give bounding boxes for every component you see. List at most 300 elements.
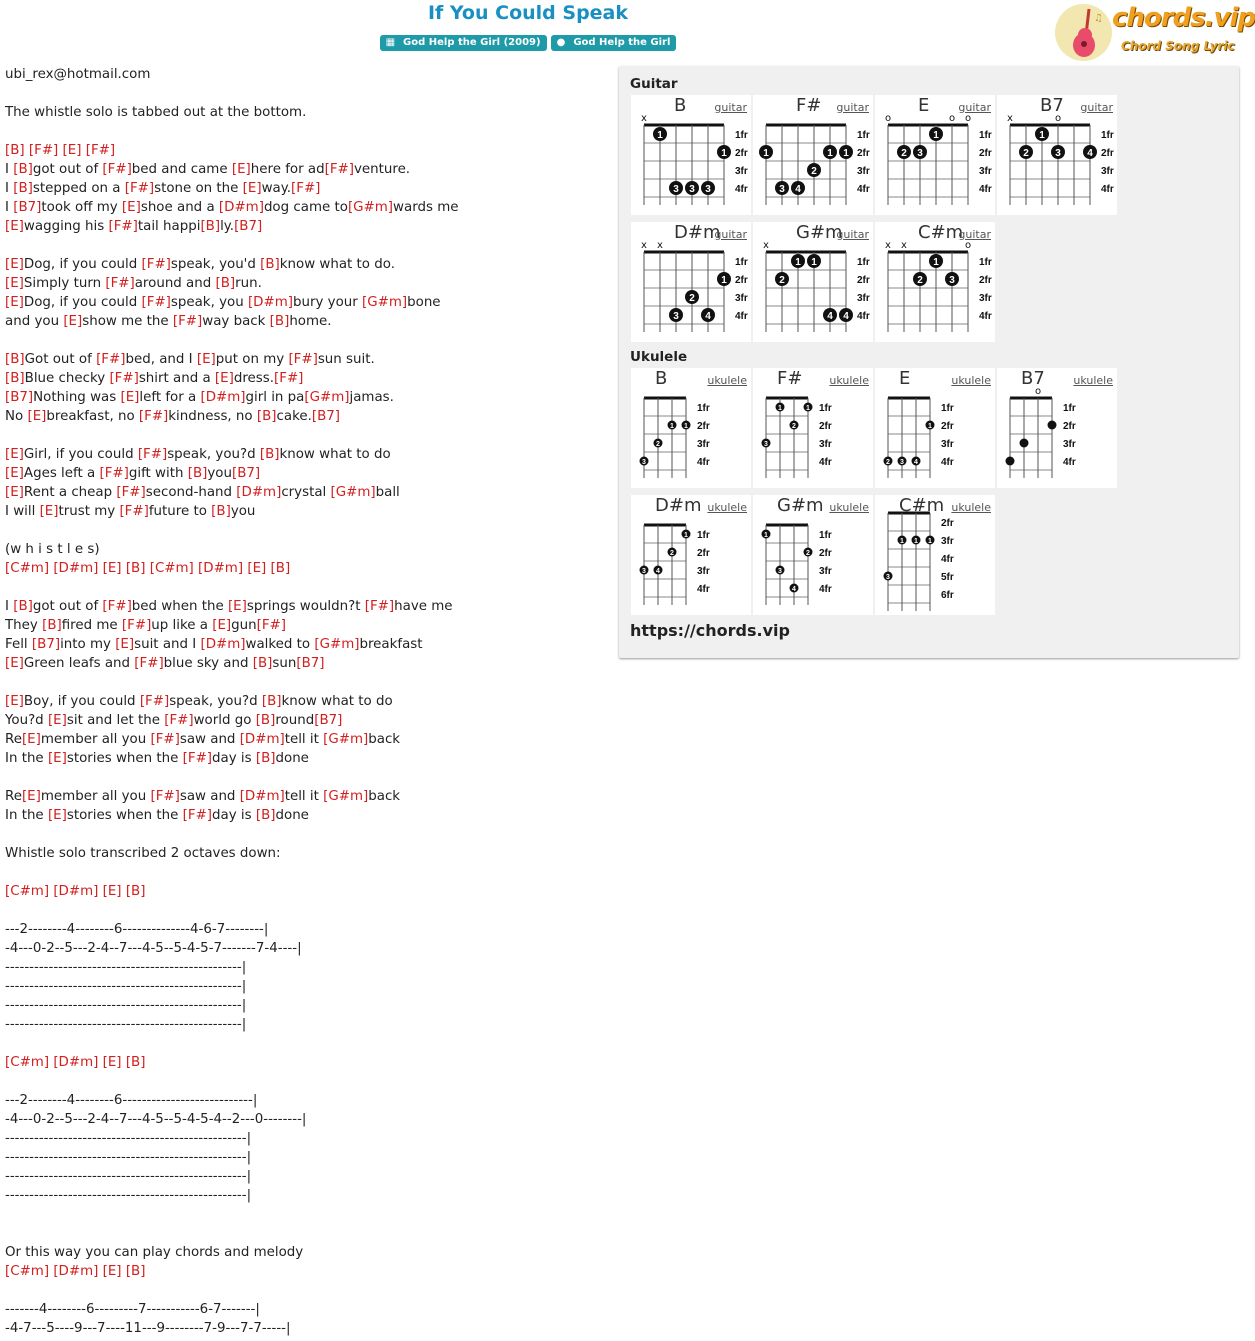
chord-link[interactable]: [G#m] (323, 732, 369, 747)
chord-link[interactable]: [E] (247, 561, 267, 576)
site-logo[interactable] (1055, 3, 1255, 63)
chord-link[interactable]: [E] (5, 257, 24, 272)
chord-link[interactable]: [B] (215, 276, 236, 291)
lyric-line (5, 407, 615, 426)
chord-diagram-panel (619, 66, 1239, 658)
chord-link[interactable]: [F#] (108, 219, 138, 234)
lyric-line (5, 939, 615, 958)
chord-link[interactable]: [F#] (99, 466, 129, 481)
lyric-text: stone on the (154, 181, 243, 196)
lyric-text: crystal (281, 485, 331, 500)
fret-label: 2fr (857, 148, 870, 159)
fret-label: 4fr (697, 584, 710, 595)
chord-link[interactable]: [E] (5, 219, 24, 234)
chord-link[interactable]: [E] (21, 789, 41, 804)
lyric-text: No (5, 409, 28, 424)
book-icon: ▦ (385, 37, 396, 48)
chord-instrument-link[interactable]: guitar (836, 228, 869, 241)
chord-link[interactable]: [E] (5, 656, 24, 671)
lyric-text: Whistle solo transcribed 2 octaves down: (5, 846, 281, 861)
chord-link[interactable]: [F#] (291, 181, 321, 196)
chord-link[interactable]: [B] (200, 219, 221, 234)
chord-link[interactable]: [F#] (109, 371, 139, 386)
chord-instrument-link[interactable]: guitar (714, 228, 747, 241)
chord-card-e[interactable] (875, 368, 995, 488)
chord-link[interactable]: [E] (231, 162, 251, 177)
chord-link[interactable]: [B] (255, 751, 276, 766)
chord-link[interactable]: [F#] (150, 732, 180, 747)
chord-link[interactable]: [B] (5, 352, 25, 367)
chord-link[interactable]: [F#] (138, 409, 169, 424)
lyric-text: -4---0-2--5---2-4--7---4-5--5-4-5-7-------7-4----| (5, 941, 302, 956)
chord-name: D#m (674, 222, 721, 243)
lyric-text: Nothing was (33, 390, 121, 405)
chord-link[interactable]: [B] (125, 561, 146, 576)
chord-link[interactable]: [F#] (85, 143, 116, 158)
chord-link[interactable]: [E] (63, 314, 83, 329)
chord-link[interactable]: [F#] (137, 447, 168, 462)
lyric-text: In the (5, 751, 48, 766)
lyric-line (5, 274, 615, 293)
chord-link[interactable]: [B7] (234, 219, 263, 234)
chord-link[interactable]: [G#m] (362, 295, 408, 310)
chord-card-dsharpm[interactable] (631, 495, 751, 615)
string-mark: o (964, 240, 972, 251)
chord-instrument-link[interactable]: guitar (836, 101, 869, 114)
lyric-text: Re (5, 789, 22, 804)
lyric-text: speak, you?d (167, 447, 260, 462)
lyric-text: stories when the (66, 751, 183, 766)
chord-link[interactable]: [F#] (116, 485, 146, 500)
chord-instrument-link[interactable]: guitar (714, 101, 747, 114)
chord-card-csharpm[interactable] (875, 222, 995, 342)
chord-card-b7[interactable] (997, 368, 1117, 488)
lyric-text: breakfast (359, 637, 423, 652)
chord-link[interactable]: [D#m] (198, 561, 244, 576)
lyric-line (5, 920, 615, 939)
chord-link[interactable]: [B] (187, 466, 208, 481)
fretboard-diagram (631, 495, 751, 615)
fret-label: 3fr (979, 293, 992, 304)
chord-link[interactable]: [E] (115, 637, 135, 652)
chord-link[interactable]: [D#m] (239, 732, 285, 747)
fret-label: 3fr (697, 439, 710, 450)
lyric-text: fired me (61, 618, 122, 633)
chord-instrument-link[interactable]: guitar (958, 101, 991, 114)
chord-link[interactable]: [E] (102, 1055, 122, 1070)
chord-card-dsharpm[interactable] (631, 222, 751, 342)
string-mark: x (763, 240, 769, 251)
finger-number: 1 (764, 532, 768, 539)
fret-label: 1fr (735, 257, 748, 268)
chord-instrument-link[interactable]: ukulele (951, 501, 991, 514)
lyric-text: left for a (139, 390, 201, 405)
chord-instrument-link[interactable]: ukulele (1073, 374, 1113, 387)
chord-link[interactable]: [B7] (31, 637, 61, 652)
lyric-text: up like a (151, 618, 213, 633)
chord-link[interactable]: [E] (47, 713, 67, 728)
chord-link[interactable]: [B] (260, 257, 280, 272)
chord-link[interactable]: [E] (47, 808, 67, 823)
lyric-text: you (230, 504, 256, 519)
chord-link[interactable]: [E] (5, 295, 24, 310)
chord-link[interactable]: [F#] (164, 713, 194, 728)
chord-link[interactable]: [E] (214, 371, 234, 386)
chord-link[interactable]: [G#m] (314, 637, 360, 652)
lyric-text: Dog, if you could (23, 257, 142, 272)
lyric-line (5, 122, 615, 141)
chord-link[interactable]: [E] (102, 884, 122, 899)
fret-label: 2fr (735, 148, 748, 159)
lyric-line (5, 1148, 615, 1167)
lyric-line (5, 141, 615, 160)
lyric-line (5, 597, 615, 616)
lyric-text: day is (212, 751, 256, 766)
lyric-text: You?d (5, 713, 48, 728)
chord-card-b7[interactable] (997, 95, 1117, 215)
chord-link[interactable]: [C#m] (5, 1264, 50, 1279)
chord-link[interactable]: [F#] (141, 257, 171, 272)
finger-number: 1 (900, 538, 904, 545)
lyric-line (5, 673, 615, 692)
fret-label: 1fr (1063, 403, 1076, 414)
lyric-line (5, 635, 615, 654)
chord-link[interactable]: [E] (5, 694, 24, 709)
chord-link[interactable]: [F#] (119, 504, 149, 519)
fretboard-diagram (875, 95, 995, 215)
finger-number: 3 (705, 184, 711, 195)
string-mark: o (964, 113, 972, 124)
chord-instrument-link[interactable]: ukulele (829, 374, 869, 387)
chord-link[interactable]: [E] (196, 352, 216, 367)
chord-link[interactable]: [G#m] (347, 200, 394, 215)
chord-card-b[interactable] (631, 368, 751, 488)
chord-link[interactable]: [B] (13, 181, 33, 196)
chord-link[interactable]: [E] (47, 751, 67, 766)
chord-link[interactable]: [B] (5, 371, 25, 386)
chord-link[interactable]: [B] (13, 599, 33, 614)
chord-link[interactable]: [D#m] (247, 295, 293, 310)
finger-number: 2 (886, 459, 890, 466)
chord-instrument-link[interactable]: guitar (958, 228, 991, 241)
chord-instrument-link[interactable]: ukulele (951, 374, 991, 387)
chord-link[interactable]: [F#] (324, 162, 354, 177)
chord-link[interactable]: [B] (259, 447, 280, 462)
lyric-text: gun (231, 618, 257, 633)
lyric-line (5, 768, 615, 787)
chord-name: B7 (1040, 95, 1064, 116)
chord-link[interactable]: [F#] (124, 181, 155, 196)
chord-card-fsharp[interactable] (753, 368, 873, 488)
chord-link[interactable]: [F#] (182, 808, 213, 823)
chord-card-b[interactable] (631, 95, 751, 215)
lyric-text: bone (407, 295, 441, 310)
fret-label: 4fr (819, 584, 832, 595)
chord-name: E (918, 95, 930, 116)
song-tags (0, 35, 1056, 51)
lyric-text: have me (394, 599, 453, 614)
chord-link[interactable]: [E] (212, 618, 232, 633)
chord-name: B7 (1021, 368, 1045, 389)
lyric-line (5, 483, 615, 502)
finger-number: 3 (917, 148, 923, 159)
lyric-text: ly. (220, 219, 235, 234)
chord-card-csharpm[interactable] (875, 495, 995, 615)
lyric-line (5, 578, 615, 597)
chord-link[interactable]: [D#m] (53, 1264, 99, 1279)
chord-link[interactable]: [E] (121, 200, 141, 215)
fret-label: 1fr (979, 257, 992, 268)
lyric-text: bury your (292, 295, 363, 310)
lyric-text: stories when the (66, 808, 183, 823)
chord-link[interactable]: [F#] (105, 276, 135, 291)
chord-link[interactable]: [C#m] (5, 561, 50, 576)
finger-number: 1 (914, 538, 918, 545)
chord-link[interactable]: [E] (21, 732, 41, 747)
lyric-text: speak, you'd (170, 257, 261, 272)
chord-link[interactable]: [B] (5, 143, 25, 158)
chord-instrument-link[interactable]: guitar (1080, 101, 1113, 114)
string-mark: x (641, 113, 647, 124)
fret-label: 3fr (941, 439, 954, 450)
chord-link[interactable]: [B] (261, 694, 282, 709)
lyric-text: walked to (245, 637, 315, 652)
fret-label: 3fr (979, 166, 992, 177)
chord-link[interactable]: [D#m] (53, 561, 99, 576)
chord-link[interactable]: [F#] (102, 599, 132, 614)
chord-link[interactable]: [F#] (288, 352, 318, 367)
lyric-text: back (368, 789, 401, 804)
chord-link[interactable]: [C#m] (5, 1055, 50, 1070)
chord-link[interactable]: [D#m] (236, 485, 282, 500)
chord-name: G#m (777, 495, 824, 516)
chord-link[interactable]: [B7] (296, 656, 325, 671)
lyric-line (5, 388, 615, 407)
lyric-text: speak, you (170, 295, 248, 310)
lyric-text: trust my (58, 504, 120, 519)
chord-link[interactable]: [B7] (5, 390, 34, 405)
chord-link[interactable]: [D#m] (200, 390, 246, 405)
chord-link[interactable]: [F#] (150, 789, 180, 804)
chord-link[interactable]: [B] (255, 713, 276, 728)
chord-link[interactable]: [G#m] (304, 390, 350, 405)
lyric-text: gift with (128, 466, 188, 481)
fret-label: 4fr (735, 184, 748, 195)
lyrics-body (5, 65, 615, 1338)
fretboard-diagram (875, 368, 995, 488)
chord-link[interactable]: [E] (27, 409, 47, 424)
lyric-text: Green leafs and (23, 656, 135, 671)
chord-link[interactable]: [D#m] (53, 884, 99, 899)
fret-label: 2fr (857, 275, 870, 286)
chord-link[interactable]: [F#] (102, 162, 132, 177)
chord-instrument-link[interactable]: ukulele (707, 501, 747, 514)
chord-link[interactable]: [B] (211, 504, 231, 519)
lyric-text: dog came to (263, 200, 348, 215)
chord-link[interactable]: [E] (5, 276, 24, 291)
finger-number: 1 (933, 257, 939, 268)
chord-link[interactable]: [B] (252, 656, 273, 671)
chord-link[interactable]: [F#] (256, 618, 286, 633)
lyric-line (5, 901, 615, 920)
lyric-text: got out of (32, 599, 103, 614)
lyric-text: shoe and a (140, 200, 219, 215)
chord-link[interactable]: [F#] (139, 694, 170, 709)
lyric-text: blue sky and (163, 656, 253, 671)
fretboard-diagram (753, 95, 873, 215)
chord-link[interactable]: [G#m] (323, 789, 369, 804)
chord-card-gsharpm[interactable] (753, 222, 873, 342)
chord-link[interactable]: [D#m] (218, 200, 264, 215)
artist-tag[interactable] (551, 35, 677, 51)
lyric-text: girl in pa (245, 390, 305, 405)
fret-label: 2fr (819, 421, 832, 432)
finger-number: 1 (721, 275, 727, 286)
finger-number: 1 (684, 423, 688, 430)
chord-name: D#m (655, 495, 702, 516)
chord-link[interactable]: [E] (5, 466, 24, 481)
finger-number: 2 (901, 148, 907, 159)
chord-link[interactable]: [B7] (231, 466, 261, 481)
finger-number: 1 (827, 148, 833, 159)
lyric-text: run. (235, 276, 262, 291)
chord-link[interactable]: [B7] (311, 409, 341, 424)
fret-label: 2fr (697, 421, 710, 432)
chord-link[interactable]: [B] (125, 1264, 146, 1279)
lyric-line (5, 350, 615, 369)
lyric-line (5, 863, 615, 882)
chord-link[interactable]: [B] (125, 1055, 146, 1070)
fret-label: 2fr (697, 548, 710, 559)
fret-label: 1fr (857, 257, 870, 268)
fret-label: 4fr (857, 311, 870, 322)
chord-link[interactable]: [F#] (134, 656, 164, 671)
album-tag[interactable] (380, 35, 547, 51)
lyric-line (5, 369, 615, 388)
chord-link[interactable]: [E] (5, 447, 24, 462)
chord-link[interactable]: [E] (39, 504, 59, 519)
chord-link[interactable]: [E] (120, 390, 140, 405)
chord-link[interactable]: [B] (269, 314, 290, 329)
lyric-line (5, 217, 615, 236)
lyric-text: --------------------------------------------------| (5, 1188, 252, 1203)
string-mark: o (1034, 386, 1042, 397)
chord-link[interactable]: [E] (242, 181, 262, 196)
lyric-line (5, 236, 615, 255)
chord-link[interactable]: [F#] (182, 751, 213, 766)
chord-link[interactable]: [B] (125, 884, 146, 899)
fret-label: 3fr (941, 536, 954, 547)
lyric-text: member all you (40, 732, 151, 747)
chord-link[interactable]: [G#m] (330, 485, 376, 500)
chord-link[interactable]: [D#m] (239, 789, 285, 804)
ukulele-section-title: Ukulele (630, 349, 688, 365)
finger-number: 1 (684, 532, 688, 539)
chord-name: B (655, 368, 668, 389)
chord-link[interactable]: [F#] (141, 295, 171, 310)
fret-label: 2fr (979, 275, 992, 286)
chord-card-gsharpm[interactable] (753, 495, 873, 615)
chord-link[interactable]: [E] (102, 1264, 122, 1279)
chord-instrument-link[interactable]: ukulele (707, 374, 747, 387)
lyric-text: Fell (5, 637, 32, 652)
lyric-text: kindness, no (168, 409, 257, 424)
lyric-text: wagging his (23, 219, 109, 234)
chord-link[interactable]: [F#] (96, 352, 126, 367)
logo-text: chords.vip (1112, 3, 1255, 33)
lyric-line (5, 293, 615, 312)
chord-link[interactable]: [E] (5, 485, 24, 500)
chord-link[interactable]: [B7] (314, 713, 343, 728)
chord-link[interactable]: [C#m] (5, 884, 50, 899)
lyric-text: The whistle solo is tabbed out at the bottom. (5, 105, 307, 120)
lyric-text: bed, and I (125, 352, 197, 367)
chord-link[interactable]: [E] (102, 561, 122, 576)
lyric-line (5, 198, 615, 217)
lyric-text: bed when the (131, 599, 228, 614)
lyric-line (5, 179, 615, 198)
lyric-text: here for ad (250, 162, 325, 177)
chord-link[interactable]: [F#] (28, 143, 59, 158)
lyric-line (5, 882, 615, 901)
chord-link[interactable]: [F#] (364, 599, 395, 614)
finger-number: 2 (806, 550, 810, 557)
finger-number: 2 (656, 441, 660, 448)
chord-link[interactable]: [F#] (121, 618, 152, 633)
fret-label: 1fr (735, 130, 748, 141)
lyric-text: -------------------------------------------------| (5, 998, 247, 1013)
lyric-text: tell it (284, 732, 324, 747)
chord-instrument-link[interactable]: ukulele (829, 501, 869, 514)
finger-number: 1 (721, 148, 727, 159)
lyric-text: I (5, 162, 14, 177)
lyric-text: (w h i s t l e s) (5, 542, 100, 557)
lyric-line (5, 426, 615, 445)
fret-label: 3fr (819, 566, 832, 577)
chord-link[interactable]: [B] (256, 409, 277, 424)
finger-number: 1 (763, 148, 769, 159)
finger-number: 3 (673, 311, 679, 322)
chord-link[interactable]: [B7] (13, 200, 42, 215)
chord-link[interactable]: [D#m] (53, 1055, 99, 1070)
chord-link[interactable]: [B] (270, 561, 291, 576)
lyric-line (5, 160, 615, 179)
fretboard-diagram (753, 495, 873, 615)
chord-link[interactable]: [B] (255, 808, 276, 823)
chord-link[interactable]: [F#] (172, 314, 203, 329)
user-icon: ● (556, 37, 566, 48)
chord-link[interactable]: [E] (62, 143, 82, 158)
chord-link[interactable]: [C#m] (149, 561, 194, 576)
site-url[interactable]: https://chords.vip (630, 621, 790, 640)
lyric-text: dress. (233, 371, 275, 386)
chord-link[interactable]: [E] (227, 599, 247, 614)
fretboard-diagram (753, 368, 873, 488)
chord-link[interactable]: [F#] (274, 371, 304, 386)
chord-link[interactable]: [D#m] (200, 637, 246, 652)
chord-link[interactable]: [B] (42, 618, 62, 633)
chord-card-fsharp[interactable] (753, 95, 873, 215)
lyric-text: springs wouldn?t (246, 599, 365, 614)
lyric-text: second-hand (145, 485, 237, 500)
finger-number: 2 (689, 293, 695, 304)
chord-link[interactable]: [B] (13, 162, 33, 177)
chord-name: F# (796, 95, 822, 116)
chord-card-e[interactable] (875, 95, 995, 215)
lyric-text: you (207, 466, 232, 481)
finger-number: 3 (642, 568, 646, 575)
lyric-text: cake. (276, 409, 312, 424)
